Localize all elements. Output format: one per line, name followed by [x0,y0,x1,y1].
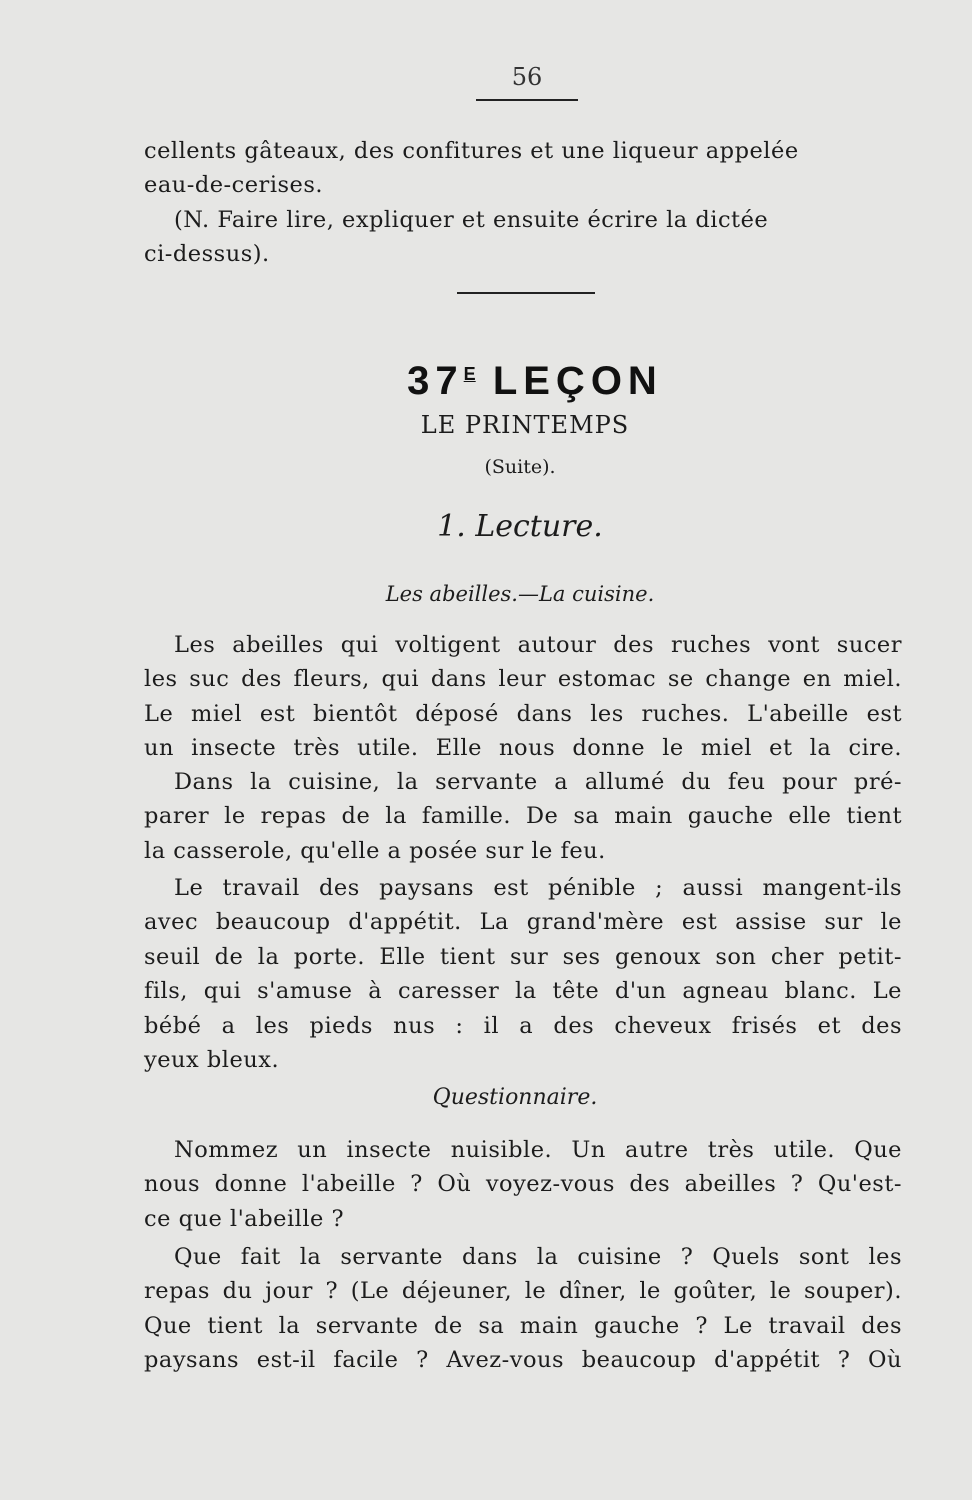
text-line: un insecte très utile. Elle nous donne le miel et la cire. [144,735,902,762]
page-number-rule [476,99,578,101]
continuation-text [144,134,902,272]
reading-paragraph-1 [144,628,902,766]
text-line: Les abeilles qui voltigent autour des ruches vont sucer [174,632,902,658]
lesson-word: LEÇON [492,359,663,403]
text-line: eau-de-cerises. [144,172,324,199]
text-line: Le miel est bientôt déposé dans les ruches. L'abeille est [144,700,902,727]
text-line: repas du jour ? (Le déjeuner, le dîner, le goûter, le souper). [144,1278,902,1305]
lesson-number-suffix: E [463,364,476,384]
text-line: nous donne l'abeille ? Où voyez-vous des abeilles ? Qu'est- [144,1171,902,1198]
reading-paragraph-3 [144,871,902,1077]
text-line: Le travail des paysans est pénible ; aussi mangent-ils [174,875,902,901]
text-line: avec beaucoup d'appétit. La grand'mère est assise sur le [144,909,902,936]
text-line: Que tient la servante de sa main gauche ? Le travail des [144,1312,902,1339]
text-line: yeux bleux. [144,1047,280,1074]
lesson-title [300,350,770,405]
text-line: fils, qui s'amuse à caresser la tête d'un agneau blanc. Le [144,978,902,1005]
text-line: ce que l'abeille ? [144,1205,345,1232]
text-line: les suc des fleurs, qui dans leur estomac se change en miel. [144,666,902,693]
text-line: bébé a les pieds nus : il a des cheveux frisés et des [144,1012,902,1039]
text-line: ci-dessus). [144,241,270,268]
lesson-subsubtitle: (Suite). [484,456,556,478]
reading-paragraph-2 [144,765,902,868]
questionnaire-paragraph-2 [144,1240,902,1378]
text-line: parer le repas de la famille. De sa main gauche elle tient [144,803,902,830]
lesson-number: 37 [407,359,464,403]
page-number: 56 [511,63,543,91]
reading-title: Les abeilles.—La cuisine. [385,582,655,606]
text-line: Dans la cuisine, la servante a allumé du feu pour pré- [174,769,902,795]
text-line: (N. Faire lire, expliquer et ensuite écrire la dictée [174,206,769,233]
questionnaire-title: Questionnaire. [432,1085,598,1110]
text-line: cellents gâteaux, des confitures et une liqueur appelée [144,138,799,164]
section-divider [457,292,595,294]
section-heading: 1. Lecture. [437,509,603,544]
lesson-subtitle: LE PRINTEMPS [420,411,630,439]
text-line: seuil de la porte. Elle tient sur ses genoux son cher petit- [144,943,902,970]
text-line: la casserole, qu'elle a posée sur le feu. [144,837,606,864]
text-line: Nommez un insecte nuisible. Un autre très utile. Que [174,1137,902,1163]
text-line: paysans est-il facile ? Avez-vous beaucoup d'appétit ? Où [144,1347,902,1374]
text-line: Que fait la servante dans la cuisine ? Quels sont les [174,1244,902,1270]
questionnaire-paragraph-1 [144,1133,902,1236]
